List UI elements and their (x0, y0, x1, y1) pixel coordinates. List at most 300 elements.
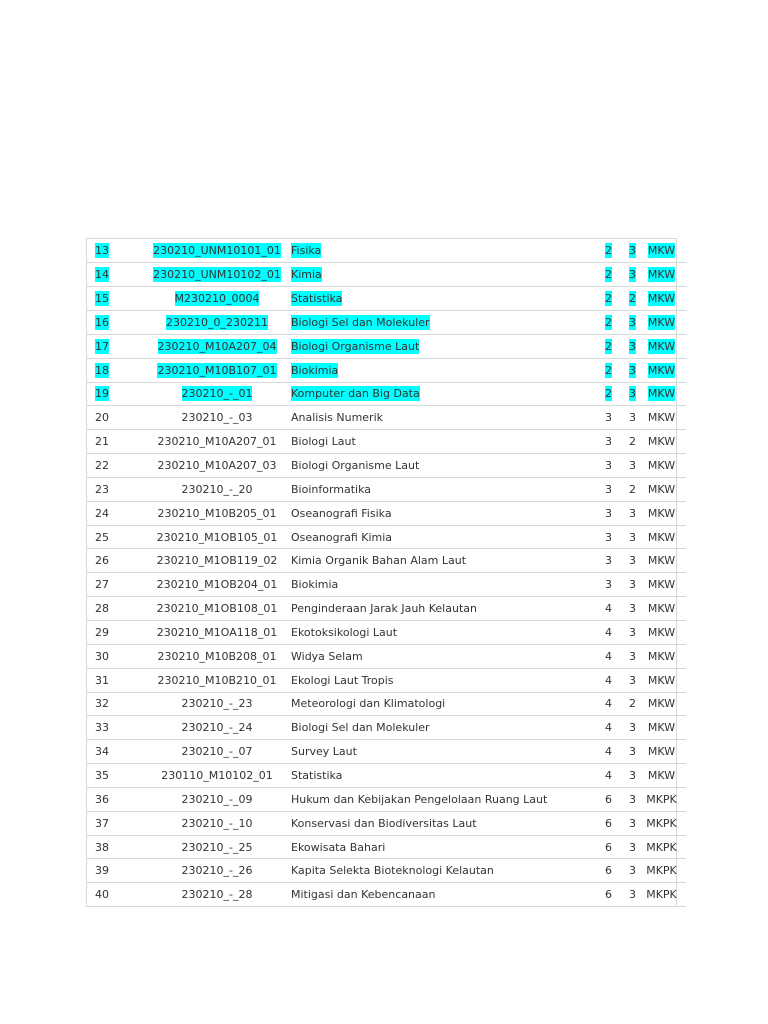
credits-cell (612, 525, 637, 549)
course-code-cell (147, 692, 287, 716)
credits: 3 (629, 840, 636, 854)
row-number-cell (87, 263, 147, 287)
course-category-cell (637, 835, 686, 859)
course-code-cell (147, 621, 287, 645)
course-category: MKW (647, 363, 676, 377)
credits: 3 (629, 315, 636, 329)
row-number: 21 (95, 435, 109, 449)
credits: 3 (629, 649, 636, 663)
row-number: 34 (95, 745, 109, 759)
credits: 3 (629, 792, 636, 806)
semester: 6 (605, 888, 612, 902)
semester: 4 (605, 721, 612, 735)
semester-cell (586, 835, 612, 859)
credits-cell (612, 334, 637, 358)
course-category-cell (637, 406, 686, 430)
credits-cell (612, 454, 637, 478)
credits: 3 (629, 530, 636, 544)
course-category-cell (637, 573, 686, 597)
course-code-cell (147, 859, 287, 883)
credits-cell (612, 263, 637, 287)
semester: 2 (605, 363, 612, 377)
course-name: Ekotoksikologi Laut (291, 625, 398, 639)
semester-cell (586, 621, 612, 645)
semester-cell (586, 573, 612, 597)
credits: 2 (629, 697, 636, 711)
course-name-cell (287, 883, 586, 907)
row-number-cell (87, 406, 147, 430)
course-code: 230210_0_230211 (166, 315, 268, 329)
course-code-cell (147, 835, 287, 859)
course-category: MKPK (646, 864, 677, 878)
table-row (87, 811, 686, 835)
course-category: MKW (647, 625, 676, 639)
credits: 3 (629, 816, 636, 830)
course-category: MKW (647, 506, 676, 520)
course-code: 230210_-_20 (181, 482, 253, 496)
table-row (87, 454, 686, 478)
course-name-cell (287, 477, 586, 501)
course-name: Statistika (291, 768, 343, 782)
course-name: Ekowisata Bahari (291, 840, 386, 854)
course-code: 230210_M10B205_01 (157, 506, 277, 520)
semester: 6 (605, 864, 612, 878)
course-category-cell (637, 692, 686, 716)
row-number-cell (87, 239, 147, 263)
table-row (87, 621, 686, 645)
semester: 2 (605, 292, 612, 306)
table-row (87, 859, 686, 883)
row-number: 20 (95, 411, 109, 425)
course-name-cell (287, 311, 586, 335)
course-category-cell (637, 430, 686, 454)
credits: 3 (629, 602, 636, 616)
semester-cell (586, 263, 612, 287)
course-code-cell (147, 787, 287, 811)
course-name: Analisis Numerik (291, 411, 383, 425)
course-name: Biologi Sel dan Molekuler (291, 721, 430, 735)
course-code: 230210_UNM10102_01 (153, 268, 281, 282)
course-name-cell (287, 573, 586, 597)
course-name: Biologi Sel dan Molekuler (291, 315, 430, 329)
course-category-cell (637, 358, 686, 382)
course-name-cell (287, 811, 586, 835)
course-code: M230210_0004 (174, 292, 260, 306)
semester-cell (586, 716, 612, 740)
row-number: 39 (95, 864, 109, 878)
course-category-cell (637, 334, 686, 358)
course-code-cell (147, 334, 287, 358)
course-name-cell (287, 334, 586, 358)
course-category-cell (637, 621, 686, 645)
row-number: 38 (95, 840, 109, 854)
course-name-cell (287, 525, 586, 549)
row-number: 16 (95, 315, 109, 329)
row-number: 13 (95, 244, 109, 258)
semester: 3 (605, 482, 612, 496)
row-number: 32 (95, 697, 109, 711)
credits: 3 (629, 745, 636, 759)
credits-cell (612, 239, 637, 263)
course-code: 230210_UNM10101_01 (153, 244, 281, 258)
table-row (87, 406, 686, 430)
semester: 4 (605, 602, 612, 616)
course-name: Hukum dan Kebijakan Pengelolaan Ruang Laut (291, 792, 548, 806)
course-name-cell (287, 501, 586, 525)
row-number-cell (87, 382, 147, 406)
course-code-cell (147, 358, 287, 382)
credits: 3 (629, 625, 636, 639)
course-code: 230210_-_03 (181, 411, 253, 425)
course-name-cell (287, 787, 586, 811)
credits: 3 (629, 888, 636, 902)
semester-cell (586, 549, 612, 573)
course-name: Biokimia (291, 363, 339, 377)
course-name-cell (287, 287, 586, 311)
course-category: MKW (647, 387, 676, 401)
course-name-cell (287, 716, 586, 740)
row-number-cell (87, 764, 147, 788)
table-row (87, 597, 686, 621)
credits: 3 (629, 268, 636, 282)
course-category: MKW (647, 530, 676, 544)
semester: 2 (605, 315, 612, 329)
course-category: MKW (647, 482, 676, 496)
course-category: MKW (647, 578, 676, 592)
course-category-cell (637, 311, 686, 335)
course-category: MKW (647, 292, 676, 306)
course-name-cell (287, 859, 586, 883)
credits: 3 (629, 864, 636, 878)
course-category-cell (637, 287, 686, 311)
course-category: MKW (647, 315, 676, 329)
semester-cell (586, 477, 612, 501)
course-name: Biologi Laut (291, 435, 356, 449)
course-name: Statistika (291, 292, 343, 306)
semester-cell (586, 883, 612, 907)
row-number: 18 (95, 363, 109, 377)
row-number: 22 (95, 459, 109, 473)
row-number-cell (87, 573, 147, 597)
course-category: MKW (647, 268, 676, 282)
course-code-cell (147, 382, 287, 406)
course-code-cell (147, 883, 287, 907)
course-code-cell (147, 525, 287, 549)
course-code: 230210_M10B208_01 (157, 649, 277, 663)
course-name-cell (287, 382, 586, 406)
credits-cell (612, 287, 637, 311)
course-category: MKW (647, 768, 676, 782)
credits-cell (612, 382, 637, 406)
row-number: 15 (95, 292, 109, 306)
course-category: MKPK (646, 840, 677, 854)
semester: 4 (605, 745, 612, 759)
semester: 4 (605, 697, 612, 711)
course-code: 230210_-_07 (181, 745, 253, 759)
course-category-cell (637, 501, 686, 525)
course-name: Oseanografi Fisika (291, 506, 392, 520)
credits-cell (612, 883, 637, 907)
credits-cell (612, 477, 637, 501)
row-number: 30 (95, 649, 109, 663)
row-number: 33 (95, 721, 109, 735)
credits: 3 (629, 554, 636, 568)
row-number-cell (87, 525, 147, 549)
semester-cell (586, 644, 612, 668)
course-code: 230210_-_25 (181, 840, 253, 854)
course-category-cell (637, 740, 686, 764)
semester: 2 (605, 339, 612, 353)
semester: 4 (605, 673, 612, 687)
course-name-cell (287, 740, 586, 764)
semester: 4 (605, 649, 612, 663)
row-number: 40 (95, 888, 109, 902)
course-code-cell (147, 477, 287, 501)
course-category: MKW (647, 745, 676, 759)
course-category: MKW (647, 673, 676, 687)
course-name: Kimia Organik Bahan Alam Laut (291, 554, 467, 568)
row-number-cell (87, 430, 147, 454)
credits-cell (612, 549, 637, 573)
table-row (87, 430, 686, 454)
course-name: Meteorologi dan Klimatologi (291, 697, 446, 711)
semester: 6 (605, 792, 612, 806)
course-name: Biologi Organisme Laut (291, 339, 420, 353)
course-name-cell (287, 430, 586, 454)
course-category: MKW (647, 721, 676, 735)
course-category: MKW (647, 411, 676, 425)
credits-cell (612, 430, 637, 454)
course-category-cell (637, 525, 686, 549)
semester-cell (586, 811, 612, 835)
course-code-cell (147, 573, 287, 597)
course-category-cell (637, 239, 686, 263)
semester-cell (586, 239, 612, 263)
semester-cell (586, 597, 612, 621)
course-category-cell (637, 454, 686, 478)
row-number-cell (87, 287, 147, 311)
semester: 3 (605, 554, 612, 568)
row-number: 14 (95, 268, 109, 282)
course-name: Kimia (291, 268, 322, 282)
course-table (87, 239, 686, 907)
row-number: 35 (95, 768, 109, 782)
course-code: 230210_-_09 (181, 792, 253, 806)
course-name: Mitigasi dan Kebencanaan (291, 888, 436, 902)
table-row (87, 239, 686, 263)
credits-cell (612, 859, 637, 883)
course-category: MKPK (646, 816, 677, 830)
course-category-cell (637, 883, 686, 907)
table-row (87, 740, 686, 764)
course-name-cell (287, 621, 586, 645)
semester-cell (586, 406, 612, 430)
course-category: MKW (647, 649, 676, 663)
course-category: MKW (647, 697, 676, 711)
semester-cell (586, 382, 612, 406)
credits-cell (612, 787, 637, 811)
credits-cell (612, 668, 637, 692)
course-code-cell (147, 668, 287, 692)
row-number-cell (87, 859, 147, 883)
course-table-body (87, 239, 686, 907)
credits: 3 (629, 363, 636, 377)
credits: 3 (629, 768, 636, 782)
course-code: 230210_M1OA118_01 (156, 625, 278, 639)
semester-cell (586, 668, 612, 692)
credits: 3 (629, 339, 636, 353)
course-code-cell (147, 716, 287, 740)
course-name: Komputer dan Big Data (291, 387, 420, 401)
course-category-cell (637, 811, 686, 835)
course-code: 230210_-_23 (181, 697, 253, 711)
table-row (87, 382, 686, 406)
course-code: 230210_M10B210_01 (157, 673, 277, 687)
row-number-cell (87, 334, 147, 358)
course-category-cell (637, 549, 686, 573)
course-code: 230210_M1OB119_02 (156, 554, 278, 568)
course-name: Konservasi dan Biodiversitas Laut (291, 816, 477, 830)
course-code: 230210_M1OB105_01 (156, 530, 278, 544)
semester: 4 (605, 625, 612, 639)
semester-cell (586, 764, 612, 788)
credits: 3 (629, 673, 636, 687)
semester-cell (586, 311, 612, 335)
course-code-cell (147, 549, 287, 573)
course-name-cell (287, 358, 586, 382)
row-number-cell (87, 477, 147, 501)
course-code-cell (147, 287, 287, 311)
course-category: MKPK (646, 792, 677, 806)
table-row (87, 787, 686, 811)
table-row (87, 525, 686, 549)
row-number: 25 (95, 530, 109, 544)
row-number-cell (87, 501, 147, 525)
semester-cell (586, 358, 612, 382)
semester: 2 (605, 387, 612, 401)
semester: 6 (605, 816, 612, 830)
course-category-cell (637, 644, 686, 668)
course-category: MKPK (646, 888, 677, 902)
credits-cell (612, 597, 637, 621)
course-category: MKW (647, 339, 676, 353)
course-category: MKW (647, 554, 676, 568)
semester-cell (586, 859, 612, 883)
course-category: MKW (647, 244, 676, 258)
row-number-cell (87, 787, 147, 811)
table-row (87, 549, 686, 573)
course-name-cell (287, 263, 586, 287)
table-row (87, 716, 686, 740)
semester-cell (586, 287, 612, 311)
course-code: 230210_M10B107_01 (157, 363, 277, 377)
semester: 3 (605, 506, 612, 520)
table-row (87, 263, 686, 287)
semester-cell (586, 430, 612, 454)
course-name-cell (287, 549, 586, 573)
course-name: Widya Selam (291, 649, 363, 663)
course-code-cell (147, 811, 287, 835)
course-category: MKW (647, 602, 676, 616)
table-row (87, 668, 686, 692)
course-code-cell (147, 764, 287, 788)
course-category: MKW (647, 435, 676, 449)
row-number: 27 (95, 578, 109, 592)
credits-cell (612, 811, 637, 835)
credits: 3 (629, 244, 636, 258)
credits-cell (612, 644, 637, 668)
row-number: 28 (95, 602, 109, 616)
semester: 4 (605, 768, 612, 782)
course-name-cell (287, 835, 586, 859)
row-number-cell (87, 883, 147, 907)
course-name: Ekologi Laut Tropis (291, 673, 394, 687)
course-category-cell (637, 787, 686, 811)
course-name: Kapita Selekta Bioteknologi Kelautan (291, 864, 494, 878)
semester: 3 (605, 435, 612, 449)
table-row (87, 358, 686, 382)
course-code: 230210_M10A207_03 (157, 459, 277, 473)
row-number: 19 (95, 387, 109, 401)
credits-cell (612, 406, 637, 430)
course-category-cell (637, 668, 686, 692)
credits: 3 (629, 721, 636, 735)
course-code-cell (147, 239, 287, 263)
table-row (87, 334, 686, 358)
semester: 2 (605, 244, 612, 258)
semester: 3 (605, 578, 612, 592)
course-code-cell (147, 597, 287, 621)
course-name-cell (287, 692, 586, 716)
course-category-cell (637, 859, 686, 883)
row-number-cell (87, 644, 147, 668)
semester-cell (586, 454, 612, 478)
table-row (87, 287, 686, 311)
row-number-cell (87, 549, 147, 573)
course-name: Biokimia (291, 578, 339, 592)
course-category-cell (637, 382, 686, 406)
credits: 3 (629, 411, 636, 425)
row-number-cell (87, 454, 147, 478)
credits-cell (612, 621, 637, 645)
row-number-cell (87, 597, 147, 621)
course-code: 230210_-_26 (181, 864, 253, 878)
course-code-cell (147, 311, 287, 335)
course-category-cell (637, 764, 686, 788)
course-table-container (86, 238, 677, 907)
row-number: 31 (95, 673, 109, 687)
course-name: Oseanografi Kimia (291, 530, 393, 544)
semester: 3 (605, 459, 612, 473)
row-number-cell (87, 740, 147, 764)
course-code: 230210_-_10 (181, 816, 253, 830)
table-row (87, 311, 686, 335)
semester-cell (586, 740, 612, 764)
course-code-cell (147, 644, 287, 668)
course-name: Bioinformatika (291, 482, 372, 496)
row-number-cell (87, 358, 147, 382)
course-code-cell (147, 430, 287, 454)
credits: 3 (629, 387, 636, 401)
course-code-cell (147, 263, 287, 287)
credits-cell (612, 740, 637, 764)
credits-cell (612, 764, 637, 788)
course-category-cell (637, 716, 686, 740)
row-number: 37 (95, 816, 109, 830)
row-number: 29 (95, 625, 109, 639)
credits: 3 (629, 506, 636, 520)
credits: 2 (629, 482, 636, 496)
